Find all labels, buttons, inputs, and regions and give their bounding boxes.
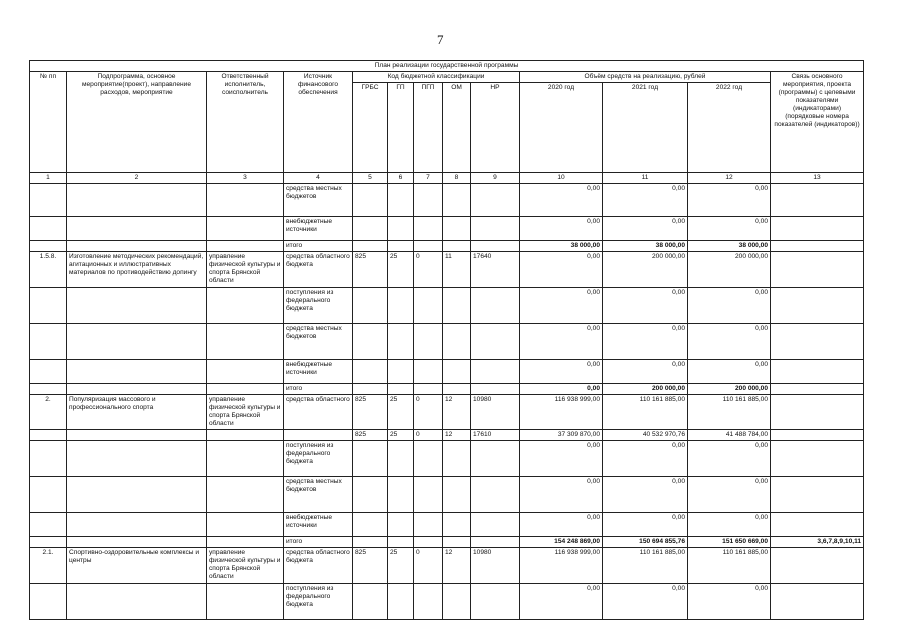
row-grbs [353,360,388,384]
row-executor [207,184,284,217]
col-number: 5 [353,173,388,184]
row-2020: 116 938 999,00 [520,395,603,430]
row-2021: 38 000,00 [603,241,688,252]
row-source: средства областного [284,395,353,430]
row-2020: 0,00 [520,184,603,217]
row-2022: 0,00 [688,477,771,513]
row-2022: 200 000,00 [688,384,771,395]
row-grbs: 825 [353,252,388,288]
row-grbs [353,184,388,217]
col-number: 12 [688,173,771,184]
header-kbk: Код бюджетной классификации [353,72,520,83]
row-2021: 0,00 [603,217,688,241]
row-name [67,184,207,217]
row-link [771,217,864,241]
row-nr: 17610 [471,430,520,441]
row-nr [471,217,520,241]
table-row [30,217,864,241]
col-number: 10 [520,173,603,184]
row-link [771,477,864,513]
row-grbs: 825 [353,548,388,584]
row-num: 2.1. [30,548,67,584]
row-om [443,324,471,360]
row-pgp [414,288,443,324]
row-gp [388,360,414,384]
row-source: внебюджетные источники [284,360,353,384]
header-gp: ГП [388,83,414,173]
row-2021: 0,00 [603,513,688,537]
table-row [30,441,864,477]
row-executor [207,441,284,477]
row-executor [207,384,284,395]
row-gp [388,324,414,360]
table-row [30,548,864,584]
row-num [30,360,67,384]
row-executor [207,477,284,513]
row-nr [471,513,520,537]
row-om [443,477,471,513]
row-2020: 0,00 [520,441,603,477]
row-name: Популяризация массового и профессионального спорта [67,395,207,430]
row-2021: 110 161 885,00 [603,548,688,584]
row-link [771,430,864,441]
row-2020: 116 938 999,00 [520,548,603,584]
row-gp: 25 [388,548,414,584]
row-gp: 25 [388,252,414,288]
row-executor [207,241,284,252]
row-source: итого [284,537,353,548]
row-source: средства местных бюджетов [284,184,353,217]
row-link [771,252,864,288]
row-num [30,441,67,477]
row-executor [207,537,284,548]
row-link [771,184,864,217]
row-2020: 0,00 [520,324,603,360]
row-executor: управление физической культуры и спорта Брянской области [207,252,284,288]
row-gp [388,584,414,620]
row-2022: 41 488 784,00 [688,430,771,441]
row-source: внебюджетные источники [284,217,353,241]
row-grbs [353,324,388,360]
row-2020: 0,00 [520,513,603,537]
table-row [30,430,864,441]
table-row [30,241,864,252]
row-source: внебюджетные источники [284,513,353,537]
table-row [30,324,864,360]
row-name [67,537,207,548]
row-2021: 110 161 885,00 [603,395,688,430]
row-grbs [353,441,388,477]
row-name [67,241,207,252]
header-subprogram: Подпрограмма, основное мероприятие(проект), направление расходов, мероприятие [67,72,207,173]
col-number: 2 [67,173,207,184]
row-source: средства местных бюджетов [284,477,353,513]
row-link [771,441,864,477]
row-2022: 0,00 [688,217,771,241]
row-2021: 200 000,00 [603,252,688,288]
row-2020: 37 309 870,00 [520,430,603,441]
row-2022: 200 000,00 [688,252,771,288]
row-executor [207,430,284,441]
table-row [30,395,864,430]
row-source: поступления из федерального бюджета [284,584,353,620]
row-2021: 200 000,00 [603,384,688,395]
row-num [30,537,67,548]
row-nr: 17640 [471,252,520,288]
row-om [443,184,471,217]
row-grbs: 825 [353,395,388,430]
row-pgp [414,477,443,513]
row-pgp [414,324,443,360]
row-om: 12 [443,395,471,430]
row-2021: 0,00 [603,584,688,620]
row-2020: 0,00 [520,288,603,324]
header-2021: 2021 год [603,83,688,173]
row-link [771,513,864,537]
row-gp [388,288,414,324]
row-num: 2. [30,395,67,430]
row-nr [471,584,520,620]
header-pgp: ПГП [414,83,443,173]
row-link [771,288,864,324]
row-2020: 0,00 [520,384,603,395]
row-om: 12 [443,548,471,584]
row-nr [471,477,520,513]
col-number: 11 [603,173,688,184]
row-source: средства областного бюджета [284,252,353,288]
row-om [443,360,471,384]
row-num [30,324,67,360]
row-link [771,360,864,384]
row-source: поступления из федерального бюджета [284,288,353,324]
row-gp [388,384,414,395]
row-link [771,548,864,584]
row-source: средства местных бюджетов [284,324,353,360]
row-executor [207,513,284,537]
row-executor [207,584,284,620]
row-link [771,395,864,430]
row-2022: 110 161 885,00 [688,548,771,584]
row-pgp [414,584,443,620]
header-link: Связь основного мероприятия, проекта (программы) с целевыми показателями (индикаторами) (порядковые номера показателей (индикаторов)) [771,72,864,173]
row-2022: 110 161 885,00 [688,395,771,430]
row-2021: 0,00 [603,360,688,384]
col-number: 1 [30,173,67,184]
header-om: ОМ [443,83,471,173]
row-nr [471,384,520,395]
table-row [30,477,864,513]
row-num [30,288,67,324]
row-2022: 151 650 669,00 [688,537,771,548]
row-2022: 0,00 [688,184,771,217]
row-om [443,441,471,477]
row-2021: 0,00 [603,441,688,477]
row-2022: 0,00 [688,324,771,360]
row-gp [388,184,414,217]
row-om [443,288,471,324]
table-row [30,288,864,324]
row-nr [471,324,520,360]
row-2022: 0,00 [688,584,771,620]
row-pgp [414,217,443,241]
row-executor [207,217,284,241]
page-number: 7 [437,32,444,47]
row-gp [388,537,414,548]
row-2021: 0,00 [603,477,688,513]
header-num: № пп [30,72,67,173]
row-link [771,324,864,360]
row-name [67,513,207,537]
row-nr: 10980 [471,548,520,584]
row-pgp [414,537,443,548]
row-2020: 0,00 [520,217,603,241]
header-executor: Ответственный исполнитель, соисполнитель [207,72,284,173]
row-executor [207,324,284,360]
table-row [30,584,864,620]
row-2021: 150 694 855,76 [603,537,688,548]
row-gp [388,477,414,513]
row-num [30,477,67,513]
row-nr [471,288,520,324]
row-pgp: 0 [414,548,443,584]
row-2021: 0,00 [603,288,688,324]
row-name [67,324,207,360]
row-link: 3,6,7,8,9,10,11 [771,537,864,548]
row-om [443,384,471,395]
row-pgp [414,184,443,217]
row-num [30,184,67,217]
row-source [284,430,353,441]
col-number: 8 [443,173,471,184]
row-grbs [353,513,388,537]
row-om [443,537,471,548]
row-gp: 25 [388,430,414,441]
table-row [30,360,864,384]
col-number: 3 [207,173,284,184]
row-executor: управление физической культуры и спорта Брянской области [207,548,284,584]
row-nr [471,184,520,217]
row-2021: 40 532 970,76 [603,430,688,441]
table-row [30,384,864,395]
row-link [771,584,864,620]
row-2020: 38 000,00 [520,241,603,252]
row-gp [388,217,414,241]
row-nr [471,360,520,384]
row-source: средства областного бюджета [284,548,353,584]
row-executor [207,288,284,324]
row-grbs [353,241,388,252]
row-executor [207,360,284,384]
row-om [443,217,471,241]
row-2020: 0,00 [520,584,603,620]
row-source: поступления из федерального бюджета [284,441,353,477]
row-link [771,241,864,252]
row-source: итого [284,241,353,252]
row-gp [388,241,414,252]
row-om [443,241,471,252]
row-nr: 10980 [471,395,520,430]
col-number: 9 [471,173,520,184]
row-pgp [414,384,443,395]
row-grbs [353,288,388,324]
row-name [67,441,207,477]
row-2020: 0,00 [520,252,603,288]
row-om: 12 [443,430,471,441]
row-source: итого [284,384,353,395]
row-name [67,217,207,241]
row-executor: управление физической культуры и спорта Брянской области [207,395,284,430]
row-gp [388,513,414,537]
row-num [30,584,67,620]
col-number: 7 [414,173,443,184]
row-2022: 0,00 [688,288,771,324]
row-2020: 0,00 [520,360,603,384]
row-om: 11 [443,252,471,288]
row-pgp [414,441,443,477]
table-row [30,252,864,288]
row-num: 1.5.8. [30,252,67,288]
row-2020: 0,00 [520,477,603,513]
row-2022: 0,00 [688,441,771,477]
row-name [67,584,207,620]
row-name [67,288,207,324]
table-row [30,537,864,548]
row-pgp [414,513,443,537]
row-gp [388,441,414,477]
row-2020: 154 248 869,00 [520,537,603,548]
row-2022: 0,00 [688,360,771,384]
row-num [30,513,67,537]
row-grbs [353,384,388,395]
row-name [67,360,207,384]
row-name [67,430,207,441]
row-name [67,384,207,395]
row-om [443,584,471,620]
row-num [30,384,67,395]
row-grbs [353,584,388,620]
row-pgp: 0 [414,395,443,430]
table-title: План реализации государственной программы [30,61,864,72]
row-name: Спортивно-оздоровительные комплексы и центры [67,548,207,584]
row-pgp [414,241,443,252]
header-volume: Объём средств на реализацию, рублей [520,72,771,83]
row-om [443,513,471,537]
row-num [30,430,67,441]
header-nr: НР [471,83,520,173]
row-name: Изготовление методических рекомендаций, агитационных и иллюстративных материалов по противодействию допингу [67,252,207,288]
row-grbs [353,217,388,241]
header-grbs: ГРБС [353,83,388,173]
row-pgp [414,360,443,384]
program-plan-table [29,60,864,620]
row-2021: 0,00 [603,184,688,217]
table-row [30,184,864,217]
row-2022: 38 000,00 [688,241,771,252]
header-2022: 2022 год [688,83,771,173]
row-link [771,384,864,395]
row-nr [471,241,520,252]
row-nr [471,441,520,477]
col-number: 13 [771,173,864,184]
row-pgp: 0 [414,252,443,288]
row-2022: 0,00 [688,513,771,537]
row-grbs [353,477,388,513]
row-num [30,217,67,241]
column-number-row [30,173,864,184]
row-grbs [353,537,388,548]
col-number: 6 [388,173,414,184]
row-name [67,477,207,513]
col-number: 4 [284,173,353,184]
table-row [30,513,864,537]
row-2021: 0,00 [603,324,688,360]
row-num [30,241,67,252]
row-pgp: 0 [414,430,443,441]
row-nr [471,537,520,548]
header-source: Источник финансового обеспечения [284,72,353,173]
header-2020: 2020 год [520,83,603,173]
row-gp: 25 [388,395,414,430]
row-grbs: 825 [353,430,388,441]
